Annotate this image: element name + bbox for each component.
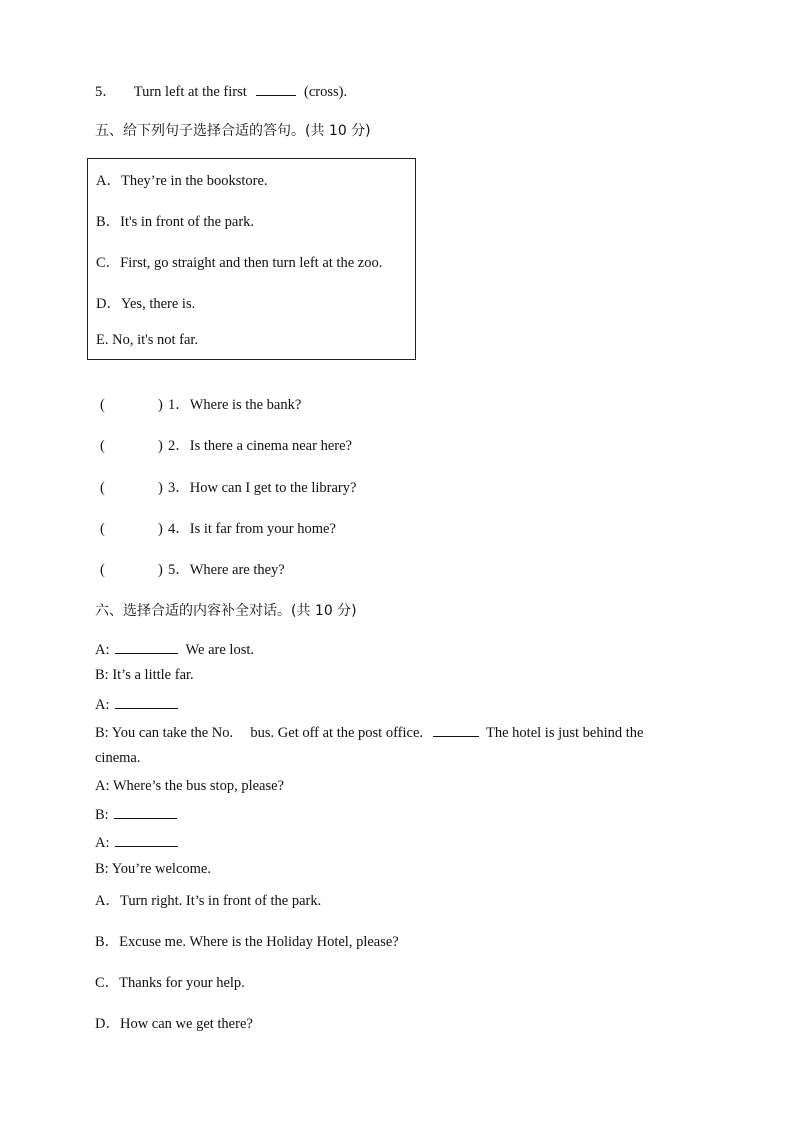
answer-paren-open[interactable]: ( bbox=[100, 480, 105, 496]
answer-paren-open[interactable]: ( bbox=[100, 521, 105, 537]
question-row-1 bbox=[100, 396, 301, 414]
question-row-3 bbox=[100, 479, 356, 497]
answer-paren-close: ) bbox=[158, 397, 163, 413]
option-c: C．First, go straight and then turn left at the zoo. bbox=[96, 255, 383, 271]
question-text: 2．Is there a cinema near here? bbox=[168, 438, 352, 454]
choice-d: D．How can we get there? bbox=[95, 1016, 253, 1032]
answer-blank[interactable] bbox=[433, 722, 479, 737]
speaker-label: A: bbox=[95, 835, 110, 851]
choice-b: B．Excuse me. Where is the Holiday Hotel, please? bbox=[95, 934, 399, 950]
option-b: B．It's in front of the park. bbox=[96, 214, 255, 230]
question-hint: (cross). bbox=[304, 84, 348, 100]
speaker-label: B: bbox=[95, 807, 109, 823]
dialogue-line-8 bbox=[95, 832, 178, 852]
section-6-heading: 六、选择合适的内容补全对话。(共 10 分) bbox=[95, 603, 357, 619]
dialogue-line-7 bbox=[95, 804, 177, 824]
answer-blank[interactable] bbox=[115, 639, 178, 654]
answer-blank[interactable] bbox=[115, 832, 178, 847]
answer-blank[interactable] bbox=[115, 694, 178, 709]
dialogue-line-6: A: Where’s the bus stop, please? bbox=[95, 778, 284, 794]
question-number: 5． bbox=[95, 84, 117, 100]
question-text: 1．Where is the bank? bbox=[168, 397, 302, 413]
speaker-label: A: bbox=[95, 642, 110, 658]
answer-paren-open[interactable]: ( bbox=[100, 562, 105, 578]
choice-a: A．Turn right. It’s in front of the park. bbox=[95, 893, 322, 909]
option-d: D．Yes, there is. bbox=[96, 296, 196, 312]
question-row-5 bbox=[100, 561, 285, 579]
answer-paren-close: ) bbox=[158, 480, 163, 496]
dialogue-text: bus. Get off at the post office. bbox=[250, 725, 424, 741]
question-row-2 bbox=[100, 437, 352, 455]
answer-paren-close: ) bbox=[158, 562, 163, 578]
dialogue-text: B: You can take the No. bbox=[95, 725, 234, 741]
question-text: 3．How can I get to the library? bbox=[168, 480, 357, 496]
answer-blank[interactable] bbox=[114, 804, 177, 819]
dialogue-line-1 bbox=[95, 639, 254, 659]
dialogue-text: We are lost. bbox=[185, 642, 254, 658]
question-row-4 bbox=[100, 520, 336, 538]
options-box bbox=[87, 158, 416, 360]
dialogue-line-9: B: You’re welcome. bbox=[95, 861, 211, 877]
answer-paren-close: ) bbox=[158, 438, 163, 454]
dialogue-text: The hotel is just behind the bbox=[486, 725, 644, 741]
option-a: A．They’re in the bookstore. bbox=[96, 173, 268, 189]
answer-paren-open[interactable]: ( bbox=[100, 397, 105, 413]
answer-blank[interactable] bbox=[256, 81, 296, 96]
dialogue-line-3 bbox=[95, 694, 178, 714]
answer-paren-open[interactable]: ( bbox=[100, 438, 105, 454]
answer-paren-close: ) bbox=[158, 521, 163, 537]
dialogue-line-5: cinema. bbox=[95, 750, 141, 766]
section-5-heading: 五、给下列句子选择合适的答句。(共 10 分) bbox=[95, 123, 371, 139]
question-5-cross bbox=[95, 81, 347, 101]
question-text: 5．Where are they? bbox=[168, 562, 285, 578]
question-text: 4．Is it far from your home? bbox=[168, 521, 336, 537]
dialogue-line-2: B: It’s a little far. bbox=[95, 667, 194, 683]
question-text: Turn left at the first bbox=[133, 84, 247, 100]
dialogue-line-4 bbox=[95, 722, 643, 742]
choice-c: C．Thanks for your help. bbox=[95, 975, 245, 991]
option-e: E. No, it's not far. bbox=[96, 332, 199, 348]
speaker-label: A: bbox=[95, 697, 110, 713]
